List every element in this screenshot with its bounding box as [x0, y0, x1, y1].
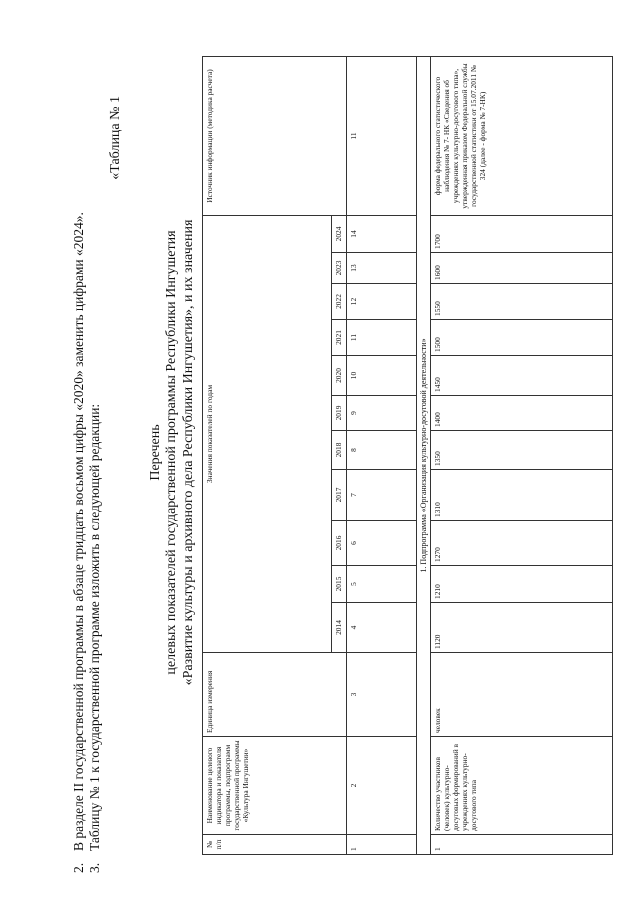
- title-line-3: «Развитие культуры и архивного дела Республики Ингушетия», и их значения: [181, 219, 196, 686]
- subprogram-row: [417, 56, 431, 854]
- row-value: 1700: [431, 215, 613, 252]
- year-cell: 2019: [332, 396, 347, 431]
- row-unit: человек: [431, 653, 613, 737]
- header-unit: Единица измерения: [203, 653, 347, 737]
- year-cell: 2021: [332, 320, 347, 356]
- row-value: 1550: [431, 284, 613, 320]
- colnum-cell: 8: [347, 431, 417, 470]
- row-value: 1120: [431, 603, 613, 653]
- colnum-cell: 10: [347, 356, 417, 396]
- year-cell: 2023: [332, 253, 347, 284]
- colnum-cell: 1: [347, 835, 417, 855]
- year-cell: 2014: [332, 603, 347, 653]
- indicators-table: [202, 56, 613, 855]
- row-value: 1450: [431, 356, 613, 396]
- colnum-cell: 11: [347, 56, 417, 215]
- column-numbers-row: [347, 56, 417, 854]
- row-value: 1210: [431, 566, 613, 603]
- item-text: В разделе II государственной программы в абзаце тридцать восьмом цифры «2020» заменить цифрами «2024».: [71, 212, 86, 851]
- row-source: форма федерального статистического наблюдения № 7- НК «Сведения об учреждениях культурно-досугового типа», утвержденная приказом Федеральной службы государственной статистики от 15.07.2011 № 324 (далее - форма № 7-НК): [431, 56, 613, 215]
- row-value: 1600: [431, 253, 613, 284]
- colnum-cell: 5: [347, 566, 417, 603]
- header-source: Источник информации (методика расчета): [203, 56, 347, 215]
- year-cell: 2018: [332, 431, 347, 470]
- year-cell: 2024: [332, 215, 347, 252]
- header-name: Наименование целевого индикатора и показателя программы, подпрограмм государственной программы «Культура Ингушетии»: [203, 737, 347, 835]
- year-cell: 2020: [332, 356, 347, 396]
- colnum-cell: 11: [347, 320, 417, 356]
- subprogram-title: 1. Подпрограмма «Организация культурно-досуговой деятельности»: [417, 56, 431, 854]
- colnum-cell: 13: [347, 253, 417, 284]
- row-value: 1400: [431, 396, 613, 431]
- table-row: [431, 56, 613, 854]
- row-value: 1310: [431, 470, 613, 521]
- header-values: Значения показателей по годам: [203, 215, 332, 652]
- row-name: Количество участников (человек) культурно-досуговых формирований в учреждениях культурно-досугового типа: [431, 737, 613, 835]
- colnum-cell: 3: [347, 653, 417, 737]
- year-cell: 2017: [332, 470, 347, 521]
- colnum-cell: 7: [347, 470, 417, 521]
- item-text: Таблицу № 1 к государственной программе изложить в следующей редакции:: [87, 403, 102, 851]
- colnum-cell: 12: [347, 284, 417, 320]
- header-row: [203, 56, 332, 854]
- item-number: 2.: [71, 862, 86, 873]
- intro-item-3: [86, 53, 104, 873]
- year-cell: 2016: [332, 521, 347, 566]
- row-value: 1350: [431, 431, 613, 470]
- colnum-cell: 2: [347, 737, 417, 835]
- year-cell: 2015: [332, 566, 347, 603]
- colnum-cell: 9: [347, 396, 417, 431]
- item-number: 3.: [87, 862, 102, 873]
- colnum-cell: 4: [347, 603, 417, 653]
- row-value: 1500: [431, 320, 613, 356]
- year-cell: 2022: [332, 284, 347, 320]
- row-num: 1: [431, 835, 613, 855]
- title-line-2: целевых показателей государственной программы Республики Ингушетия: [164, 230, 179, 675]
- title-line-1: Перечень: [148, 424, 163, 481]
- header-num: № п/п: [203, 835, 347, 855]
- colnum-cell: 14: [347, 215, 417, 252]
- row-value: 1270: [431, 521, 613, 566]
- table-reference: «Таблица № 1: [108, 96, 123, 180]
- colnum-cell: 6: [347, 521, 417, 566]
